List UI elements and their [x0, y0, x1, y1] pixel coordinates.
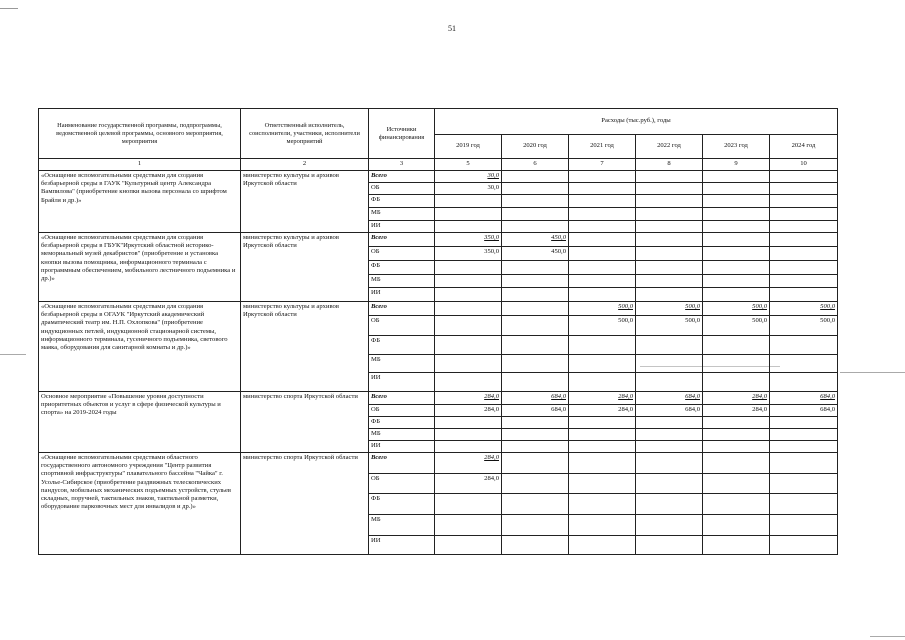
- empty-value: [435, 417, 502, 429]
- empty-value: [770, 536, 838, 555]
- empty-value: [636, 515, 703, 536]
- column-number: 9: [703, 159, 770, 171]
- measure-name: Основное мероприятие «Повышение уровня доступности приоритетных объектов и услуг в сфере физической культуры и спорта» на 2019-2024 годы: [39, 392, 241, 453]
- empty-value: [636, 417, 703, 429]
- empty-value: [569, 373, 636, 392]
- table-row: [39, 233, 838, 247]
- funding-source: ИИ: [369, 373, 435, 392]
- ob-value: [502, 183, 569, 195]
- header-year: 2023 год: [703, 135, 770, 159]
- total-value: 500,0: [703, 302, 770, 316]
- empty-value: [636, 355, 703, 373]
- measure-name: «Оснащение вспомогательными средствами для создания безбарьерной среды в ОГАУК "Иркутский академический драматический театр им. Н.П. Охлопкова" (приобретение индукционных петлей, индукционной стационарной системы, информационного терминала, гусеничного подъемника, светового маяка, оборудования для санитарной комнаты и др.)»: [39, 302, 241, 392]
- total-value: [569, 233, 636, 247]
- empty-value: [770, 261, 838, 275]
- column-number: 2: [241, 159, 369, 171]
- empty-value: [569, 288, 636, 302]
- header-name: Наименование государственной программы, подпрограммы, ведомственной целевой программы, основного мероприятия, мероприятия: [39, 109, 241, 159]
- empty-value: [435, 208, 502, 221]
- total-value: [703, 233, 770, 247]
- funding-source: ФБ: [369, 261, 435, 275]
- funding-source: МБ: [369, 275, 435, 288]
- empty-value: [569, 494, 636, 515]
- empty-value: [435, 288, 502, 302]
- ob-value: 284,0: [435, 405, 502, 417]
- total-value: [502, 302, 569, 316]
- table-row: [39, 302, 838, 316]
- empty-value: [435, 336, 502, 355]
- funding-source: Всего: [369, 302, 435, 316]
- empty-value: [703, 355, 770, 373]
- responsible-executor: министерство спорта Иркутской области: [241, 453, 369, 555]
- empty-value: [435, 441, 502, 453]
- total-value: [770, 233, 838, 247]
- funding-source: Всего: [369, 392, 435, 405]
- empty-value: [502, 336, 569, 355]
- empty-value: [703, 288, 770, 302]
- empty-value: [502, 494, 569, 515]
- header-year: 2024 год: [770, 135, 838, 159]
- empty-value: [636, 221, 703, 233]
- empty-value: [569, 355, 636, 373]
- ob-value: 684,0: [636, 405, 703, 417]
- total-value: [636, 233, 703, 247]
- empty-value: [703, 221, 770, 233]
- ob-value: 500,0: [569, 316, 636, 336]
- measure-name: «Оснащение вспомогательными средствами для создания безбарьерной среды в ГБУК"Иркутский областной историко-мемориальный музей декабристов" (приобретение и установка кнопки вызова помощника, информационного терминала с программным обеспечением, мобильного лестничного подъемника и др.)»: [39, 233, 241, 302]
- empty-value: [569, 208, 636, 221]
- header-sources: Источники финансирования: [369, 109, 435, 159]
- table-row: [39, 453, 838, 474]
- empty-value: [502, 515, 569, 536]
- funding-source: ОБ: [369, 183, 435, 195]
- funding-source: ИИ: [369, 536, 435, 555]
- funding-source: ОБ: [369, 405, 435, 417]
- ob-value: 684,0: [770, 405, 838, 417]
- empty-value: [770, 195, 838, 208]
- empty-value: [703, 515, 770, 536]
- column-number: 10: [770, 159, 838, 171]
- column-number: 1: [39, 159, 241, 171]
- responsible-executor: министерство культуры и архивов Иркутской области: [241, 171, 369, 233]
- column-number: 7: [569, 159, 636, 171]
- empty-value: [569, 221, 636, 233]
- empty-value: [502, 195, 569, 208]
- column-number: 6: [502, 159, 569, 171]
- empty-value: [569, 429, 636, 441]
- column-number: 8: [636, 159, 703, 171]
- empty-value: [636, 195, 703, 208]
- empty-value: [770, 336, 838, 355]
- ob-value: 500,0: [770, 316, 838, 336]
- funding-source: ИИ: [369, 441, 435, 453]
- ob-value: [703, 247, 770, 261]
- table-row: [39, 171, 838, 183]
- header-expenses: Расходы (тыс.руб.), годы: [435, 109, 838, 135]
- ob-value: 450,0: [502, 247, 569, 261]
- funding-source: Всего: [369, 233, 435, 247]
- empty-value: [770, 355, 838, 373]
- ob-value: 284,0: [569, 405, 636, 417]
- empty-value: [770, 429, 838, 441]
- empty-value: [502, 221, 569, 233]
- empty-value: [636, 429, 703, 441]
- empty-value: [435, 429, 502, 441]
- column-number: 5: [435, 159, 502, 171]
- empty-value: [703, 417, 770, 429]
- page-number: 51: [448, 24, 456, 33]
- empty-value: [636, 441, 703, 453]
- empty-value: [770, 288, 838, 302]
- ob-value: [569, 247, 636, 261]
- total-value: [770, 453, 838, 474]
- ob-value: 500,0: [703, 316, 770, 336]
- empty-value: [435, 355, 502, 373]
- empty-value: [770, 417, 838, 429]
- total-value: 350,0: [435, 233, 502, 247]
- empty-value: [770, 221, 838, 233]
- total-value: 500,0: [770, 302, 838, 316]
- ob-value: 284,0: [435, 474, 502, 494]
- funding-source: ФБ: [369, 336, 435, 355]
- empty-value: [502, 536, 569, 555]
- column-number: 3: [369, 159, 435, 171]
- measure-name: «Оснащение вспомогательными средствами областного государственного автономного учреждения "Центр развития спортивной инфраструктуры" плавательного бассейна "Чайка" г. Усолье-Сибирское (приобретение раздвижных телескопических пандусов, мобильных механических подъемных устройств, стульев складных, поручней, тактильных знаков, тактильной разметки, оборудование парковочных мест для инвалидов и др.)»: [39, 453, 241, 555]
- empty-value: [703, 536, 770, 555]
- ob-value: 284,0: [703, 405, 770, 417]
- empty-value: [502, 208, 569, 221]
- empty-value: [703, 208, 770, 221]
- funding-source: ФБ: [369, 417, 435, 429]
- empty-value: [636, 261, 703, 275]
- funding-source: МБ: [369, 429, 435, 441]
- empty-value: [435, 261, 502, 275]
- ob-value: [569, 183, 636, 195]
- total-value: 500,0: [636, 302, 703, 316]
- funding-source: ОБ: [369, 247, 435, 261]
- total-value: 284,0: [569, 392, 636, 405]
- empty-value: [435, 536, 502, 555]
- funding-source: ОБ: [369, 474, 435, 494]
- total-value: [502, 171, 569, 183]
- total-value: 684,0: [502, 392, 569, 405]
- empty-value: [502, 288, 569, 302]
- ob-value: [569, 474, 636, 494]
- funding-source: ФБ: [369, 195, 435, 208]
- empty-value: [703, 441, 770, 453]
- ob-value: [636, 247, 703, 261]
- empty-value: [435, 275, 502, 288]
- scan-artifact: [840, 372, 905, 373]
- ob-value: [770, 183, 838, 195]
- total-value: [569, 171, 636, 183]
- ob-value: 684,0: [502, 405, 569, 417]
- ob-value: [636, 183, 703, 195]
- ob-value: [435, 316, 502, 336]
- empty-value: [502, 429, 569, 441]
- funding-source: ИИ: [369, 288, 435, 302]
- ob-value: [770, 474, 838, 494]
- empty-value: [636, 536, 703, 555]
- funding-source: МБ: [369, 208, 435, 221]
- funding-source: ИИ: [369, 221, 435, 233]
- responsible-executor: министерство культуры и архивов Иркутской области: [241, 302, 369, 392]
- empty-value: [569, 275, 636, 288]
- empty-value: [636, 288, 703, 302]
- header-year: 2021 год: [569, 135, 636, 159]
- empty-value: [703, 373, 770, 392]
- ob-value: [502, 474, 569, 494]
- empty-value: [703, 429, 770, 441]
- header-year: 2022 год: [636, 135, 703, 159]
- responsible-executor: министерство культуры и архивов Иркутской области: [241, 233, 369, 302]
- responsible-executor: министерство спорта Иркутской области: [241, 392, 369, 453]
- empty-value: [569, 261, 636, 275]
- funding-source: МБ: [369, 515, 435, 536]
- empty-value: [502, 373, 569, 392]
- empty-value: [502, 275, 569, 288]
- table-row: [39, 392, 838, 405]
- empty-value: [502, 441, 569, 453]
- ob-value: [770, 247, 838, 261]
- ob-value: 350,0: [435, 247, 502, 261]
- empty-value: [770, 494, 838, 515]
- empty-value: [569, 515, 636, 536]
- header-responsible: Ответственный исполнитель, соисполнители, участники, исполнители мероприятий: [241, 109, 369, 159]
- empty-value: [435, 221, 502, 233]
- total-value: 284,0: [703, 392, 770, 405]
- total-value: 684,0: [770, 392, 838, 405]
- total-value: [703, 453, 770, 474]
- total-value: 284,0: [435, 392, 502, 405]
- empty-value: [502, 417, 569, 429]
- funding-source: Всего: [369, 171, 435, 183]
- total-value: [770, 171, 838, 183]
- empty-value: [502, 355, 569, 373]
- header-year: 2020 год: [502, 135, 569, 159]
- empty-value: [636, 336, 703, 355]
- empty-value: [502, 261, 569, 275]
- empty-value: [636, 275, 703, 288]
- ob-value: 500,0: [636, 316, 703, 336]
- empty-value: [770, 275, 838, 288]
- ob-value: [703, 183, 770, 195]
- total-value: 500,0: [569, 302, 636, 316]
- empty-value: [703, 261, 770, 275]
- measure-name: «Оснащение вспомогательными средствами для создания безбарьерной среды в ГАУК "Культурный центр Александра Вампилова" (приобретение кнопки вызова персонала со шрифтом Брайля и др.)»: [39, 171, 241, 233]
- expenses-table: [38, 108, 838, 555]
- funding-source: Всего: [369, 453, 435, 474]
- total-value: 30,0: [435, 171, 502, 183]
- empty-value: [569, 195, 636, 208]
- funding-source: ОБ: [369, 316, 435, 336]
- table-body: [39, 171, 838, 555]
- empty-value: [770, 373, 838, 392]
- empty-value: [636, 494, 703, 515]
- empty-value: [703, 275, 770, 288]
- total-value: [569, 453, 636, 474]
- empty-value: [435, 195, 502, 208]
- empty-value: [569, 536, 636, 555]
- empty-value: [569, 441, 636, 453]
- total-value: [636, 453, 703, 474]
- empty-value: [435, 494, 502, 515]
- empty-value: [703, 195, 770, 208]
- empty-value: [569, 336, 636, 355]
- ob-value: [703, 474, 770, 494]
- ob-value: [636, 474, 703, 494]
- empty-value: [636, 208, 703, 221]
- total-value: 684,0: [636, 392, 703, 405]
- scan-artifact: [0, 354, 26, 355]
- ob-value: [502, 316, 569, 336]
- empty-value: [435, 373, 502, 392]
- empty-value: [770, 441, 838, 453]
- total-value: [435, 302, 502, 316]
- scan-artifact: [0, 8, 18, 9]
- header-year: 2019 год: [435, 135, 502, 159]
- funding-source: ФБ: [369, 494, 435, 515]
- total-value: [636, 171, 703, 183]
- empty-value: [569, 417, 636, 429]
- funding-source: МБ: [369, 355, 435, 373]
- total-value: [502, 453, 569, 474]
- empty-value: [770, 515, 838, 536]
- total-value: 450,0: [502, 233, 569, 247]
- empty-value: [770, 208, 838, 221]
- empty-value: [636, 373, 703, 392]
- total-value: 284,0: [435, 453, 502, 474]
- empty-value: [435, 515, 502, 536]
- scan-artifact: [870, 636, 905, 637]
- empty-value: [703, 494, 770, 515]
- total-value: [703, 171, 770, 183]
- empty-value: [703, 336, 770, 355]
- ob-value: 30,0: [435, 183, 502, 195]
